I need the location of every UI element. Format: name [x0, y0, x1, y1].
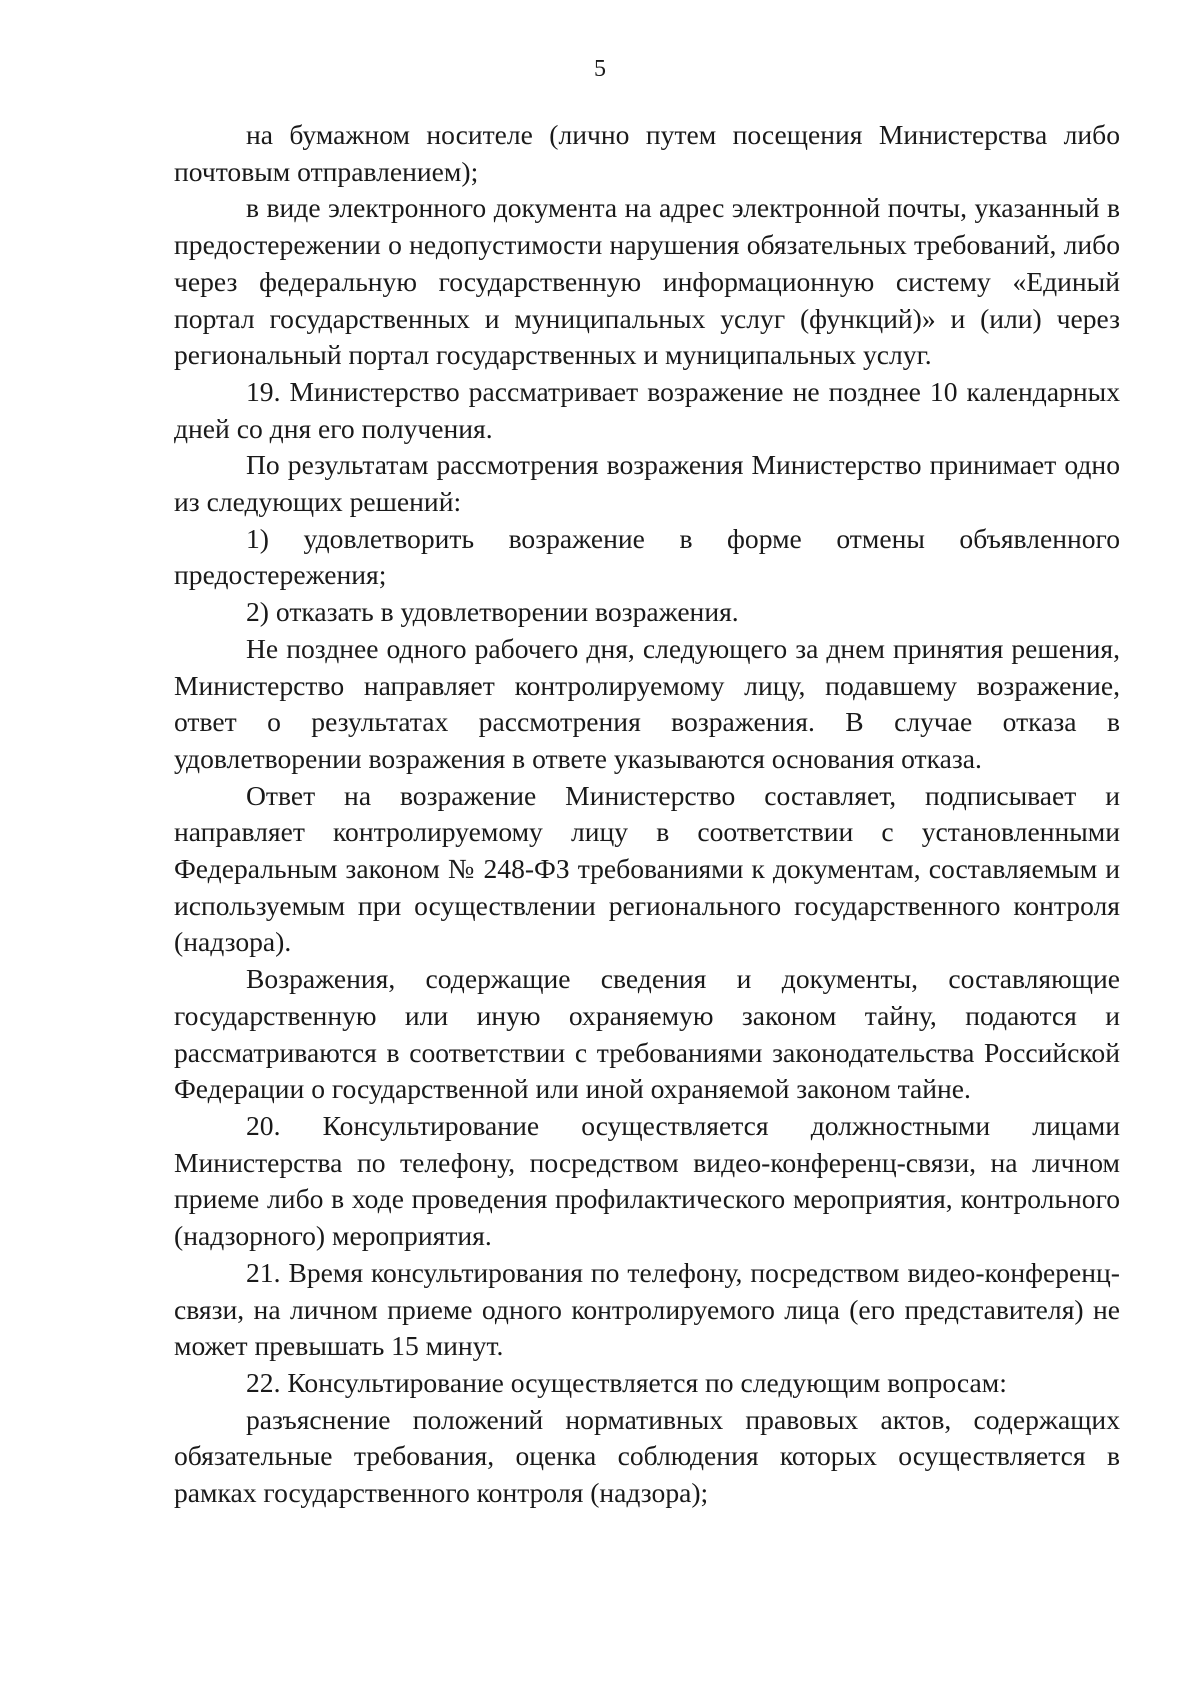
paragraph-item-19: 19. Министерство рассматривает возражение не позднее 10 календарных дней со дня его получения.	[174, 375, 1120, 444]
paragraph-decision-2: 2) отказать в удовлетворении возражения.	[246, 596, 739, 628]
paragraph-paper-submission: на бумажном носителе (лично путем посещения Министерства либо почтовым отправлением);	[174, 119, 1120, 187]
paragraph-clarification: разъяснение положений нормативных правовых актов, содержащих обязательные требования, оценка соблюдения которых осуществляется в рамках государственного контроля (надзора);	[174, 1403, 1120, 1509]
paragraph-item-21: 21. Время консультирования по телефону, посредством видео-конференц-связи, на личном приеме одного контролируемого лица (его представителя) не может превышать 15 минут.	[174, 1256, 1120, 1362]
paragraph-item-22: 22. Консультирование осуществляется по следующим вопросам:	[246, 1366, 1007, 1398]
paragraph-response-form: Ответ на возражение Министерство составляет, подписывает и направляет контролируемому лицу в соответствии с установленными Федеральным законом № 248-ФЗ требованиями к документам, составляемым и используемым при осуществлении регионального государственного контроля (надзора).	[174, 779, 1120, 958]
document-body	[174, 117, 1120, 1512]
paragraph-decision-1: 1) удовлетворить возражение в форме отмены объявленного предостережения;	[174, 522, 1120, 591]
paragraph-item-20: 20. Консультирование осуществляется должностными лицами Министерства по телефону, посредством видео-конференц-связи, на личном приеме либо в ходе проведения профилактического мероприятия, контрольного (надзорного) мероприятия.	[174, 1109, 1120, 1252]
paragraph-electronic-submission: в виде электронного документа на адрес электронной почты, указанный в предостережении о недопустимости нарушения обязательных требований, либо через федеральную государственную информационную систему «Единый портал государственных и муниципальных услуг (функций)» и (или) через региональный портал государственных и муниципальных услуг.	[174, 192, 1120, 371]
paragraph-secret-objections: Возражения, содержащие сведения и документы, составляющие государственную или иную охраняемую законом тайну, подаются и рассматриваются в соответствии с требованиями законодательства Российской Федерации о государственной или иной охраняемой законом тайне.	[174, 963, 1120, 1105]
paragraph-response-deadline: Не позднее одного рабочего дня, следующего за днем принятия решения, Министерство направляет контролируемому лицу, подавшему возражение, ответ о результатах рассмотрения возражения. В случае отказа в удовлетворении возражения в ответе указываются основания отказа.	[174, 632, 1120, 774]
paragraph-review-results: По результатам рассмотрения возражения Министерство принимает одно из следующих решений:	[174, 449, 1120, 518]
page-number: 5	[594, 56, 606, 82]
